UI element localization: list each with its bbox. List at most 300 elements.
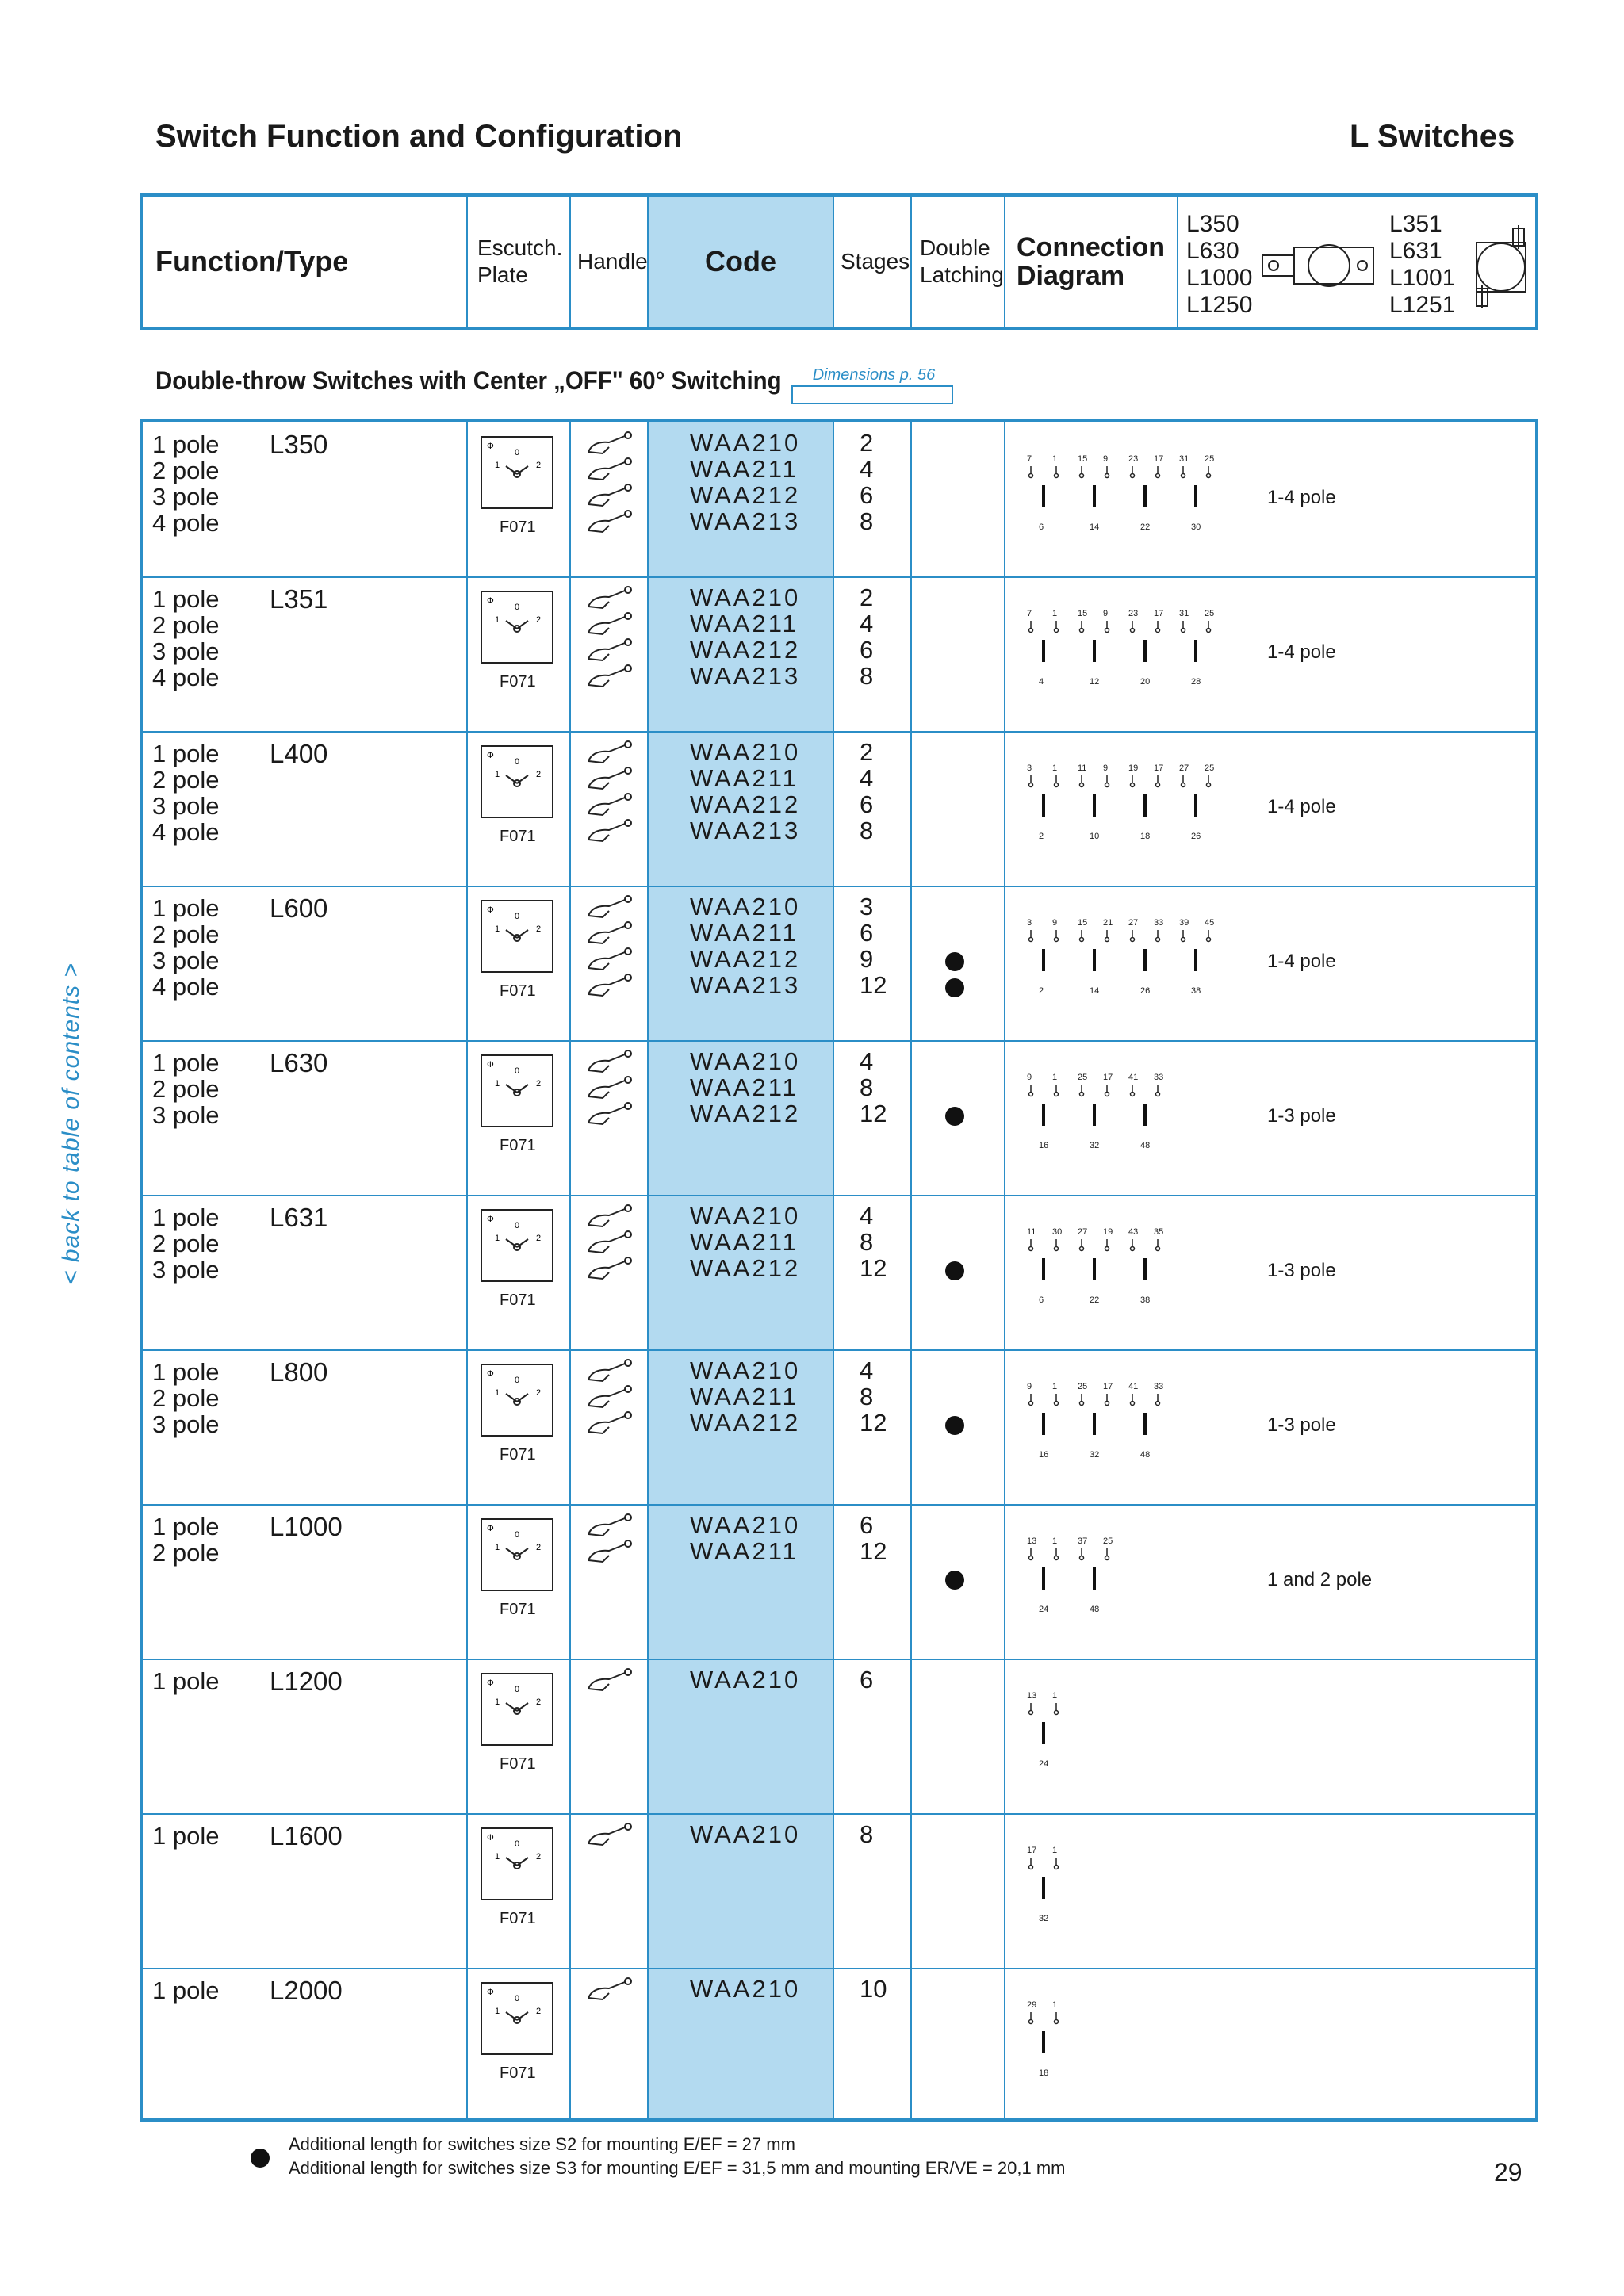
terminal-number: 39 xyxy=(1179,918,1189,928)
terminal-number: 3 xyxy=(1027,763,1032,773)
handle-icon xyxy=(585,767,634,796)
terminal-contact xyxy=(1080,1093,1084,1096)
connection-diagram xyxy=(1023,1378,1183,1469)
terminal-contact xyxy=(1029,1093,1033,1096)
terminal-number: 18 xyxy=(1140,832,1151,841)
svg-text:2: 2 xyxy=(536,615,542,625)
terminal-contact xyxy=(1080,938,1084,942)
footnote-dot xyxy=(251,2149,270,2168)
terminal-number: 6 xyxy=(1039,522,1044,532)
svg-text:Φ: Φ xyxy=(487,1524,494,1533)
svg-text:2: 2 xyxy=(536,1388,542,1398)
terminal-number: 13 xyxy=(1027,1691,1037,1701)
plate-label: F071 xyxy=(500,982,536,1000)
escutcheon-plate-icon xyxy=(481,591,553,664)
svg-text:0: 0 xyxy=(515,1685,520,1694)
svg-text:2: 2 xyxy=(536,924,542,934)
escutcheon-plate-icon xyxy=(481,436,553,509)
page-number: 29 xyxy=(1494,2158,1522,2187)
switch-outline-icon xyxy=(1261,238,1378,293)
code-list: WAA210 WAA211 WAA212 WAA213 xyxy=(690,584,801,690)
model-name: L630 xyxy=(270,1048,328,1077)
svg-text:1: 1 xyxy=(495,770,500,779)
terminal-number: 20 xyxy=(1140,677,1151,687)
escutcheon-plate-icon xyxy=(481,1673,553,1746)
terminal-number: 48 xyxy=(1140,1450,1151,1460)
connection-diagram xyxy=(1023,1996,1082,2087)
terminal-number: 21 xyxy=(1103,918,1113,928)
terminal-number: 1 xyxy=(1052,2000,1058,2010)
terminal-contact xyxy=(1029,1402,1033,1406)
escutcheon-plate-icon xyxy=(481,1054,553,1127)
svg-text:2: 2 xyxy=(536,770,542,779)
terminal-contact xyxy=(1055,474,1059,478)
terminal-number: 26 xyxy=(1140,986,1151,996)
connection-diagram xyxy=(1023,914,1234,1005)
terminal-number: 45 xyxy=(1205,918,1215,928)
header-code: Code xyxy=(649,197,834,327)
svg-text:1: 1 xyxy=(495,924,500,934)
footnote-line-2: Additional length for switches size S3 for mounting E/EF = 31,5 mm and mounting ER/VE = 20,1 mm xyxy=(289,2158,1066,2178)
model-name: L1600 xyxy=(270,1821,343,1850)
stages-list: 8 xyxy=(860,1820,874,1848)
terminal-contact xyxy=(1029,1556,1033,1560)
dimensions-ruler[interactable] xyxy=(791,366,953,404)
terminal-contact xyxy=(1080,783,1084,787)
pole-range-label: 1-4 pole xyxy=(1267,796,1336,817)
terminal-number: 19 xyxy=(1128,763,1139,773)
code-list: WAA210 xyxy=(690,1975,801,2003)
double-latching-dot xyxy=(945,952,964,971)
terminal-number: 16 xyxy=(1039,1450,1049,1460)
svg-text:1: 1 xyxy=(495,1852,500,1862)
pole-list: 1 pole xyxy=(152,1667,220,1695)
terminal-number: 33 xyxy=(1154,918,1164,928)
terminal-number: 9 xyxy=(1103,609,1109,618)
handle-icon xyxy=(585,740,634,770)
escutcheon-plate-icon xyxy=(481,1827,553,1900)
terminal-number: 13 xyxy=(1027,1536,1037,1546)
model-name: L600 xyxy=(270,894,328,923)
terminal-contact xyxy=(1156,938,1160,942)
switch-table xyxy=(140,419,1538,2122)
stages-list: 2 4 6 8 xyxy=(860,584,874,690)
svg-text:1: 1 xyxy=(495,461,500,470)
table-row xyxy=(143,1195,1535,1349)
model-name: L400 xyxy=(270,739,328,768)
terminal-contact xyxy=(1029,1247,1033,1251)
terminal-contact xyxy=(1080,474,1084,478)
terminal-number: 15 xyxy=(1078,454,1088,464)
handle-icon xyxy=(585,1050,634,1079)
stages-list: 4 8 12 xyxy=(860,1047,887,1127)
terminal-contact xyxy=(1207,474,1211,478)
terminal-number: 1 xyxy=(1052,1691,1058,1701)
terminal-contact xyxy=(1029,629,1033,633)
terminal-number: 48 xyxy=(1090,1605,1100,1614)
terminal-contact xyxy=(1055,938,1059,942)
terminal-number: 17 xyxy=(1103,1073,1113,1082)
terminal-contact xyxy=(1055,1711,1059,1715)
stages-list: 4 8 12 xyxy=(860,1202,887,1282)
terminal-number: 11 xyxy=(1078,763,1087,773)
handle-icon xyxy=(585,819,634,848)
terminal-number: 17 xyxy=(1103,1382,1113,1391)
connection-diagram xyxy=(1023,1842,1082,1933)
plate-label: F071 xyxy=(500,1137,536,1154)
handle-icon xyxy=(585,1668,634,1697)
code-list: WAA210 WAA211 WAA212 WAA213 xyxy=(690,893,801,999)
svg-text:1: 1 xyxy=(495,1079,500,1089)
terminal-number: 22 xyxy=(1090,1295,1100,1305)
terminal-number: 15 xyxy=(1078,918,1088,928)
code-list: WAA210 WAA211 WAA212 xyxy=(690,1357,801,1437)
terminal-number: 41 xyxy=(1128,1382,1139,1391)
stages-list: 4 8 12 xyxy=(860,1357,887,1437)
terminal-number: 18 xyxy=(1039,2068,1049,2078)
code-list: WAA210 WAA211 WAA212 xyxy=(690,1047,801,1127)
terminal-contact xyxy=(1055,629,1059,633)
handle-icon xyxy=(585,1102,634,1131)
handle-icon xyxy=(585,1076,634,1105)
terminal-number: 32 xyxy=(1090,1141,1100,1150)
table-row xyxy=(143,576,1535,731)
double-latching-dot xyxy=(945,1107,964,1126)
terminal-number: 2 xyxy=(1039,986,1044,996)
terminal-number: 23 xyxy=(1128,454,1139,464)
header-table xyxy=(140,193,1538,330)
table-row xyxy=(143,1349,1535,1504)
code-list: WAA210 WAA211 WAA212 xyxy=(690,1202,801,1282)
handle-icon xyxy=(585,947,634,977)
code-list: WAA210 WAA211 xyxy=(690,1511,801,1565)
terminal-number: 41 xyxy=(1128,1073,1139,1082)
terminal-number: 38 xyxy=(1191,986,1201,996)
terminal-contact xyxy=(1055,1247,1059,1251)
connection-diagram xyxy=(1023,450,1234,541)
terminal-number: 4 xyxy=(1039,677,1044,687)
header-double-latching: Double Latching xyxy=(912,197,1005,327)
terminal-number: 29 xyxy=(1027,2000,1037,2010)
code-list: WAA210 WAA211 WAA212 WAA213 xyxy=(690,738,801,844)
terminal-contact xyxy=(1105,1247,1109,1251)
terminal-number: 27 xyxy=(1078,1227,1088,1237)
plate-label: F071 xyxy=(500,1910,536,1927)
terminal-number: 25 xyxy=(1205,454,1215,464)
terminal-contact xyxy=(1080,1402,1084,1406)
terminal-number: 24 xyxy=(1039,1759,1049,1769)
model-name: L631 xyxy=(270,1203,328,1232)
terminal-number: 3 xyxy=(1027,918,1032,928)
handle-icon xyxy=(585,484,634,513)
svg-text:Φ: Φ xyxy=(487,596,494,606)
table-row xyxy=(143,422,1535,576)
terminal-contact xyxy=(1105,1556,1109,1560)
handle-icon xyxy=(585,974,634,1003)
pole-range-label: 1-4 pole xyxy=(1267,641,1336,663)
terminal-contact xyxy=(1131,1402,1135,1406)
double-latching-dot xyxy=(945,978,964,997)
terminal-contact xyxy=(1131,1247,1135,1251)
footnote-line-1: Additional length for switches size S2 for mounting E/EF = 27 mm xyxy=(289,2134,795,2154)
svg-text:2: 2 xyxy=(536,2007,542,2016)
terminal-number: 7 xyxy=(1027,609,1032,618)
handle-icon xyxy=(585,638,634,668)
group2-models: L351 L631 L1001 L1251 xyxy=(1389,211,1456,318)
terminal-contact xyxy=(1029,2020,1033,2024)
connection-diagram xyxy=(1023,1069,1183,1160)
terminal-number: 1 xyxy=(1052,1846,1058,1855)
handle-icon xyxy=(585,1257,634,1286)
terminal-number: 31 xyxy=(1179,609,1189,618)
model-name: L1000 xyxy=(270,1512,343,1541)
plate-label: F071 xyxy=(500,673,536,691)
terminal-contact xyxy=(1055,1402,1059,1406)
plate-label: F071 xyxy=(500,1446,536,1464)
pole-list: 1 pole 2 pole 3 pole 4 pole xyxy=(152,740,220,846)
pole-list: 1 pole 2 pole 3 pole 4 pole xyxy=(152,894,220,1001)
terminal-contact xyxy=(1131,474,1135,478)
svg-text:0: 0 xyxy=(515,1066,520,1076)
svg-text:1: 1 xyxy=(495,1388,500,1398)
stages-list: 10 xyxy=(860,1975,887,2003)
stages-list: 2 4 6 8 xyxy=(860,429,874,535)
model-name: L351 xyxy=(270,584,328,614)
header-stages: Stages xyxy=(834,197,912,327)
svg-text:0: 0 xyxy=(515,1376,520,1385)
escutcheon-plate-icon xyxy=(481,1518,553,1591)
header-switch-groups xyxy=(1178,197,1535,327)
terminal-number: 28 xyxy=(1191,677,1201,687)
terminal-contact xyxy=(1207,783,1211,787)
handle-icon xyxy=(585,510,634,539)
handle-icon xyxy=(585,921,634,951)
terminal-number: 25 xyxy=(1078,1382,1088,1391)
connection-diagram xyxy=(1023,605,1234,696)
terminal-contact xyxy=(1207,938,1211,942)
connection-diagram xyxy=(1023,1533,1132,1624)
switch-outline-icon xyxy=(1469,225,1534,308)
terminal-number: 7 xyxy=(1027,454,1032,464)
header-connection-diagram: Connection Diagram xyxy=(1005,197,1178,327)
double-latching-dot xyxy=(945,1571,964,1590)
series-title: L Switches xyxy=(1350,119,1515,154)
stages-list: 6 xyxy=(860,1666,874,1693)
dimensions-link[interactable]: Dimensions p. 56 xyxy=(812,366,936,384)
terminal-contact xyxy=(1156,1402,1160,1406)
terminal-contact xyxy=(1156,1093,1160,1096)
terminal-contact xyxy=(1055,2020,1059,2024)
terminal-number: 14 xyxy=(1090,522,1100,532)
svg-text:Φ: Φ xyxy=(487,1988,494,1997)
connection-diagram xyxy=(1023,1687,1082,1778)
plate-label: F071 xyxy=(500,828,536,845)
handle-icon xyxy=(585,431,634,461)
svg-text:Φ: Φ xyxy=(487,1678,494,1688)
terminal-number: 2 xyxy=(1039,832,1044,841)
svg-text:Φ: Φ xyxy=(487,442,494,451)
back-to-contents-link[interactable]: < back to table of contents > xyxy=(58,962,84,1284)
pole-range-label: 1-4 pole xyxy=(1267,487,1336,508)
plate-label: F071 xyxy=(500,1292,536,1309)
terminal-number: 31 xyxy=(1179,454,1189,464)
terminal-number: 9 xyxy=(1103,763,1109,773)
table-row xyxy=(143,731,1535,886)
terminal-number: 1 xyxy=(1052,454,1058,464)
terminal-number: 38 xyxy=(1140,1295,1151,1305)
handle-icon xyxy=(585,612,634,641)
terminal-number: 15 xyxy=(1078,609,1088,618)
svg-text:0: 0 xyxy=(515,1530,520,1540)
escutcheon-plate-icon xyxy=(481,900,553,973)
svg-text:0: 0 xyxy=(515,912,520,921)
terminal-number: 25 xyxy=(1078,1073,1088,1082)
terminal-number: 30 xyxy=(1191,522,1201,532)
model-name: L2000 xyxy=(270,1976,343,2005)
terminal-number: 33 xyxy=(1154,1382,1164,1391)
terminal-contact xyxy=(1182,629,1185,633)
terminal-number: 24 xyxy=(1039,1605,1049,1614)
plate-label: F071 xyxy=(500,2064,536,2082)
handle-icon xyxy=(585,1204,634,1234)
svg-text:0: 0 xyxy=(515,1994,520,2003)
terminal-number: 10 xyxy=(1090,832,1100,841)
table-row xyxy=(143,1813,1535,1968)
double-latching-dot xyxy=(945,1416,964,1435)
table-row xyxy=(143,886,1535,1040)
svg-text:0: 0 xyxy=(515,757,520,767)
terminal-number: 1 xyxy=(1052,609,1058,618)
terminal-number: 17 xyxy=(1027,1846,1037,1855)
plate-label: F071 xyxy=(500,1601,536,1618)
stages-list: 2 4 6 8 xyxy=(860,738,874,844)
svg-text:1: 1 xyxy=(495,2007,500,2016)
terminal-contact xyxy=(1055,1866,1059,1869)
terminal-contact xyxy=(1055,1556,1059,1560)
pole-list: 1 pole 2 pole xyxy=(152,1513,220,1567)
table-row xyxy=(143,1659,1535,1813)
svg-text:0: 0 xyxy=(515,603,520,612)
terminal-contact xyxy=(1105,783,1109,787)
svg-text:Φ: Φ xyxy=(487,1215,494,1224)
terminal-contact xyxy=(1156,474,1160,478)
model-name: L1200 xyxy=(270,1667,343,1696)
terminal-contact xyxy=(1029,1866,1033,1869)
terminal-number: 11 xyxy=(1027,1227,1036,1237)
handle-icon xyxy=(585,1823,634,1852)
pole-list: 1 pole 2 pole 3 pole 4 pole xyxy=(152,430,220,537)
terminal-contact xyxy=(1029,1711,1033,1715)
pole-list: 1 pole xyxy=(152,1976,220,2004)
terminal-number: 25 xyxy=(1205,609,1215,618)
terminal-contact xyxy=(1131,938,1135,942)
svg-text:Φ: Φ xyxy=(487,905,494,915)
model-name: L800 xyxy=(270,1357,328,1387)
terminal-contact xyxy=(1029,938,1033,942)
handle-icon xyxy=(585,1385,634,1414)
pole-list: 1 pole 2 pole 3 pole xyxy=(152,1049,220,1129)
svg-text:2: 2 xyxy=(536,1543,542,1552)
terminal-contact xyxy=(1182,474,1185,478)
terminal-contact xyxy=(1131,783,1135,787)
terminal-contact xyxy=(1156,629,1160,633)
svg-text:Φ: Φ xyxy=(487,1369,494,1379)
svg-text:2: 2 xyxy=(536,1234,542,1243)
terminal-number: 27 xyxy=(1179,763,1189,773)
stages-list: 3 6 9 12 xyxy=(860,893,887,999)
svg-text:2: 2 xyxy=(536,1079,542,1089)
terminal-contact xyxy=(1156,1247,1160,1251)
handle-icon xyxy=(585,457,634,487)
terminal-number: 48 xyxy=(1140,1141,1151,1150)
terminal-contact xyxy=(1182,783,1185,787)
terminal-number: 1 xyxy=(1052,1382,1058,1391)
terminal-contact xyxy=(1131,1093,1135,1096)
escutcheon-plate-icon xyxy=(481,745,553,818)
handle-icon xyxy=(585,1977,634,2007)
terminal-number: 1 xyxy=(1052,1073,1058,1082)
handle-icon xyxy=(585,793,634,822)
terminal-contact xyxy=(1055,783,1059,787)
connection-diagram xyxy=(1023,760,1234,851)
handle-icon xyxy=(585,1513,634,1543)
terminal-contact xyxy=(1105,629,1109,633)
plate-label: F071 xyxy=(500,519,536,536)
terminal-number: 26 xyxy=(1191,832,1201,841)
terminal-number: 23 xyxy=(1128,609,1139,618)
terminal-number: 17 xyxy=(1154,609,1164,618)
table-row xyxy=(143,1504,1535,1659)
terminal-number: 32 xyxy=(1090,1450,1100,1460)
code-list: WAA210 xyxy=(690,1666,801,1693)
terminal-number: 9 xyxy=(1027,1382,1032,1391)
group1-models: L350 L630 L1000 L1250 xyxy=(1186,211,1253,318)
terminal-number: 25 xyxy=(1205,763,1215,773)
terminal-number: 1 xyxy=(1052,763,1058,773)
terminal-number: 35 xyxy=(1154,1227,1164,1237)
terminal-contact xyxy=(1105,1093,1109,1096)
svg-text:2: 2 xyxy=(536,1852,542,1862)
terminal-number: 37 xyxy=(1078,1536,1088,1546)
terminal-contact xyxy=(1156,783,1160,787)
terminal-number: 27 xyxy=(1128,918,1139,928)
svg-text:2: 2 xyxy=(536,1697,542,1707)
escutcheon-plate-icon xyxy=(481,1209,553,1282)
svg-text:1: 1 xyxy=(495,1234,500,1243)
header-escutch-plate: Escutch. Plate xyxy=(468,197,571,327)
terminal-number: 17 xyxy=(1154,454,1164,464)
handle-icon xyxy=(585,1230,634,1260)
handle-icon xyxy=(585,1411,634,1441)
svg-text:2: 2 xyxy=(536,461,542,470)
terminal-contact xyxy=(1131,629,1135,633)
terminal-contact xyxy=(1105,938,1109,942)
handle-icon xyxy=(585,586,634,615)
table-row xyxy=(143,1968,1535,2122)
svg-text:Φ: Φ xyxy=(487,751,494,760)
svg-text:0: 0 xyxy=(515,1221,520,1230)
pole-range-label: 1-3 pole xyxy=(1267,1105,1336,1127)
terminal-number: 17 xyxy=(1154,763,1164,773)
terminal-contact xyxy=(1055,1093,1059,1096)
handle-icon xyxy=(585,1540,634,1569)
terminal-number: 30 xyxy=(1052,1227,1063,1237)
svg-text:Φ: Φ xyxy=(487,1060,494,1070)
handle-icon xyxy=(585,1359,634,1388)
pole-range-label: 1 and 2 pole xyxy=(1267,1569,1373,1590)
svg-text:1: 1 xyxy=(495,615,500,625)
handle-icon xyxy=(585,895,634,924)
